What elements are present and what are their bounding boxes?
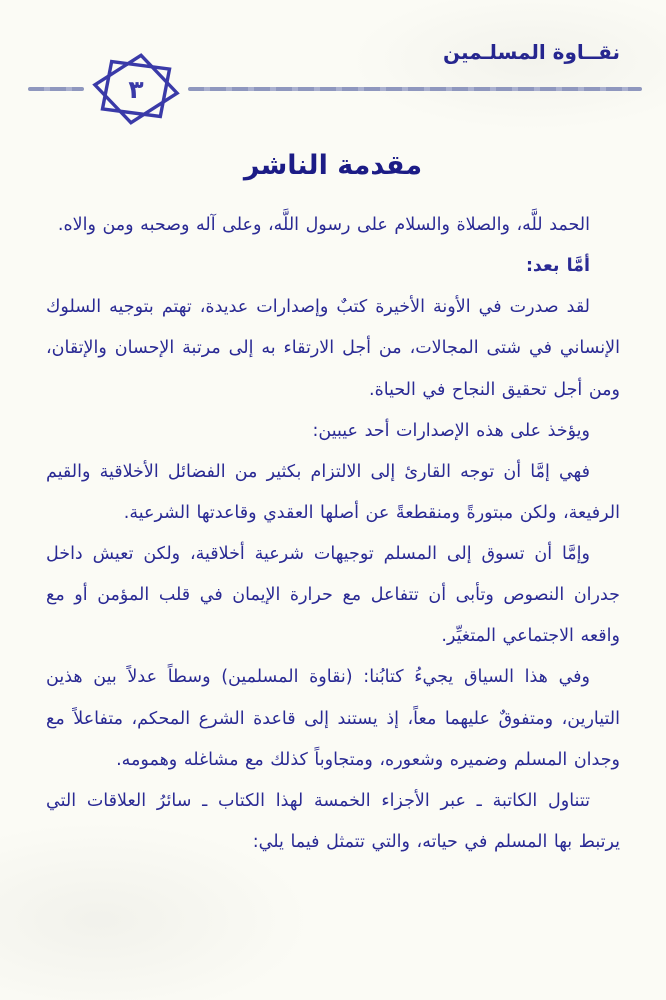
paragraph-amma-baad: أمَّا بعد: (525, 256, 590, 277)
paragraph-basmala-hamdala: الحمد للَّه، والصلاة والسلام على رسول اللَّه، وعلى آله وصحبه ومن والاه. (57, 215, 590, 235)
header-rule (188, 87, 642, 91)
header-rule-left-stub (28, 87, 84, 91)
paragraph: لقد صدرت في الأونة الأخيرة كتبٌ وإصدارات عديدة، تهتم بتوجيه السلوك الإنساني في شتى المجالات، من أجل الارتقاء به إلى مرتبة الإحسان والإتقان، ومن أجل تحقيق النجاح في الحياة. (46, 297, 620, 400)
paragraph: ويؤخذ على هذه الإصدارات أحد عيبين: (312, 420, 590, 441)
paragraph: فهي إمَّا أن توجه القارئ إلى الالتزام بكثير من الفضائل الأخلاقية والقيم الرفيعة، ولكن مبتورةً ومنقطعةً عن أصلها العقدي وقاعدتها الشرعية. (46, 461, 620, 523)
page-header (0, 0, 666, 135)
body-text (0, 181, 666, 863)
paragraph: تتناول الكاتبة ـ عبر الأجزاء الخمسة لهذا الكتاب ـ سائرُ العلاقات التي يرتبط بها المسلم في حياته، والتي تتمثل فيما يلي: (46, 790, 620, 852)
page-number: ٣ (128, 75, 144, 104)
page-title: مقدمة الناشر (243, 150, 423, 181)
star-ornament-icon (80, 48, 192, 130)
book-title: نقــاوة المسلـمين (443, 40, 620, 64)
paragraph: وإمَّا أن تسوق إلى المسلم توجيهات شرعية أخلاقية، ولكن تعيش داخل جدران النصوص وتأبى أن تتفاعل مع حرارة الإيمان في قلب المؤمن أو مع واقعه الاجتماعي المتغيِّر. (46, 544, 620, 647)
paragraph: وفي هذا السياق يجيءُ كتابُنا: (نقاوة المسلمين) وسطاً عدلاً بين هذين التيارين، ومتفوقٌ عليهما معاً، إذ يستند إلى قاعدة الشرع المحكم، متفاعلاً مع وجدان المسلم وضميره وشعوره، ومتجاوباً كذلك مع مشاغله وهمومه. (46, 667, 620, 770)
